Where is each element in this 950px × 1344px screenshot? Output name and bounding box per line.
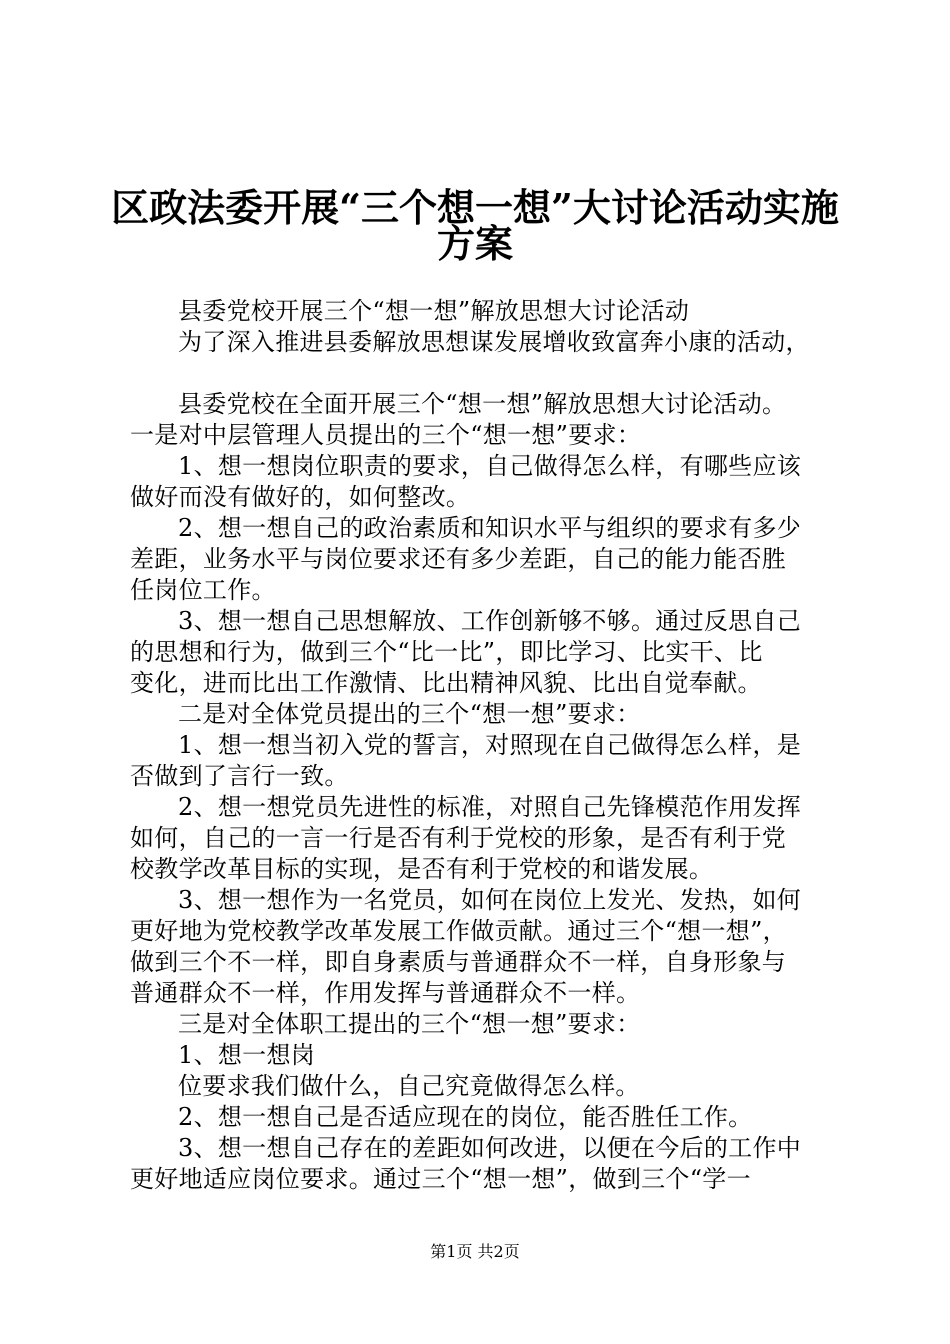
page-footer: 第1页 共2页 bbox=[430, 1242, 520, 1261]
body-line: 2、想一想自己是否适应现在的岗位，能否胜任工作。 bbox=[178, 1103, 753, 1131]
body-line: 校教学改革目标的实现，是否有利于党校的和谐发展。 bbox=[130, 855, 714, 883]
body-line: 的思想和行为，做到三个“比一比”，即比学习、比实干、比 bbox=[130, 638, 763, 666]
body-line: 位要求我们做什么，自己究竟做得怎么样。 bbox=[178, 1072, 640, 1100]
body-line: 否做到了言行一致。 bbox=[130, 762, 349, 790]
body-line: 三是对全体职工提出的三个“想一想”要求： bbox=[178, 1010, 641, 1038]
body-line: 1、想一想当初入党的誓言，对照现在自己做得怎么样，是 bbox=[178, 731, 802, 759]
body-line: 任岗位工作。 bbox=[130, 576, 276, 604]
document-title-line-2: 方案 bbox=[436, 221, 513, 266]
body-line: 二是对全体党员提出的三个“想一想”要求： bbox=[178, 700, 641, 728]
body-line: 1、想一想岗位职责的要求，自己做得怎么样，有哪些应该 bbox=[178, 452, 802, 480]
body-line: 县委党校开展三个“想一想”解放思想大讨论活动 bbox=[178, 297, 690, 325]
body-line: 一是对中层管理人员提出的三个“想一想”要求： bbox=[130, 421, 642, 449]
body-line: 2、想一想自己的政治素质和知识水平与组织的要求有多少 bbox=[178, 514, 802, 542]
document-title-line-1: 区政法委开展“三个想一想”大讨论活动实施 bbox=[111, 185, 839, 230]
body-line: 做到三个不一样，即自身素质与普通群众不一样，自身形象与 bbox=[130, 948, 787, 976]
body-line bbox=[130, 358, 830, 389]
document-body bbox=[130, 296, 830, 1195]
body-line: 县委党校在全面开展三个“想一想”解放思想大讨论活动。 bbox=[178, 390, 787, 418]
body-line: 普通群众不一样，作用发挥与普通群众不一样。 bbox=[130, 979, 641, 1007]
body-line: 如何，自己的一言一行是否有利于党校的形象，是否有利于党 bbox=[130, 824, 787, 852]
body-line: 2、想一想党员先进性的标准，对照自己先锋模范作用发挥 bbox=[178, 793, 802, 821]
body-line: 3、想一想作为一名党员，如何在岗位上发光、发热，如何 bbox=[178, 886, 802, 914]
body-line: 3、想一想自己思想解放、工作创新够不够。通过反思自己 bbox=[178, 607, 802, 635]
body-line: 更好地适应岗位要求。通过三个“想一想”，做到三个“学一 bbox=[130, 1165, 751, 1193]
body-line: 更好地为党校教学改革发展工作做贡献。通过三个“想一想”， bbox=[130, 917, 787, 945]
body-line: 变化，进而比出工作激情、比出精神风貌、比出自觉奉献。 bbox=[130, 669, 762, 697]
body-line: 3、想一想自己存在的差距如何改进，以便在今后的工作中 bbox=[178, 1134, 802, 1162]
body-line: 差距，业务水平与岗位要求还有多少差距，自己的能力能否胜 bbox=[130, 545, 787, 573]
body-line: 做好而没有做好的，如何整改。 bbox=[130, 483, 471, 511]
body-line: 为了深入推进县委解放思想谋发展增收致富奔小康的活动， bbox=[178, 328, 810, 356]
body-line: 1、想一想岗 bbox=[178, 1041, 316, 1069]
